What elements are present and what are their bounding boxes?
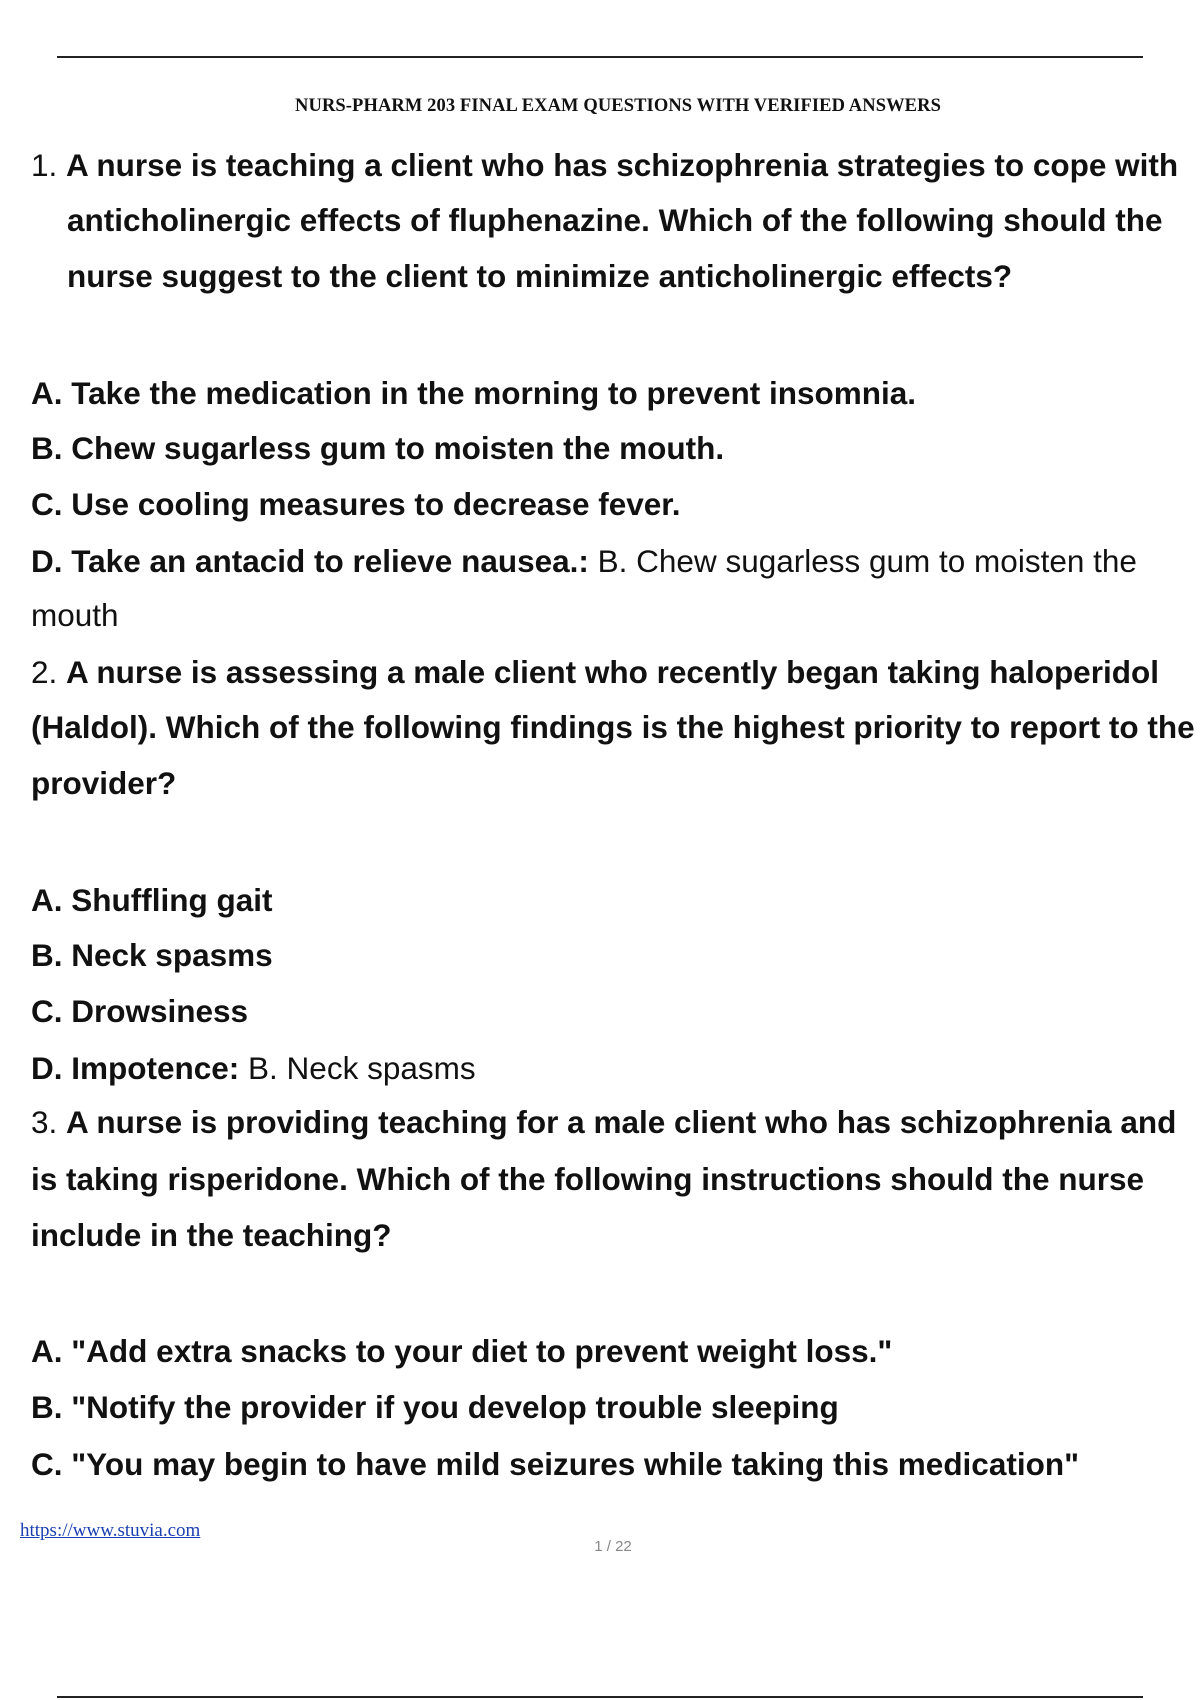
- question-3-line-2: is taking risperidone. Which of the following instructions should the nurse: [31, 1161, 1145, 1197]
- stuvia-link[interactable]: https://www.stuvia.com: [20, 1520, 201, 1541]
- document-title: NURS-PHARM 203 FINAL EXAM QUESTIONS WITH VERIFIED ANSWERS: [295, 96, 941, 116]
- answer-text: B. Chew sugarless gum to moisten the: [588, 543, 1137, 579]
- answer-text: B. Neck spasms: [239, 1050, 476, 1086]
- question-3-option-c: C. "You may begin to have mild seizures while taking this medication": [31, 1446, 1080, 1482]
- question-text: A nurse is teaching a client who has schizophrenia strategies to cope with: [66, 147, 1179, 183]
- question-3-option-b: B. "Notify the provider if you develop trouble sleeping: [31, 1389, 839, 1425]
- question-1-option-d: [31, 541, 1137, 581]
- question-1-line-1: [31, 145, 1178, 185]
- question-2-option-b: B. Neck spasms: [31, 937, 273, 973]
- question-number: 2.: [31, 654, 67, 690]
- question-1-line-2: anticholinergic effects of fluphenazine. Which of the following should the: [67, 202, 1163, 238]
- question-2-option-a: A. Shuffling gait: [31, 882, 273, 918]
- question-1-option-a: A. Take the medication in the morning to prevent insomnia.: [31, 375, 917, 411]
- question-2-option-c: C. Drowsiness: [31, 993, 249, 1029]
- question-3-line-1: [31, 1102, 1176, 1142]
- question-2-line-1: [31, 652, 1159, 692]
- question-text: A nurse is providing teaching for a male client who has schizophrenia and: [66, 1104, 1177, 1140]
- question-1-option-b: B. Chew sugarless gum to moisten the mouth.: [31, 430, 725, 466]
- question-1-option-c: C. Use cooling measures to decrease fever.: [31, 486, 681, 522]
- question-3-line-3: include in the teaching?: [31, 1217, 392, 1253]
- bottom-rule: [57, 1696, 1143, 1698]
- question-number: 3.: [31, 1104, 67, 1140]
- question-2-line-2: (Haldol). Which of the following findings is the highest priority to report to the: [31, 709, 1195, 745]
- question-text: A nurse is assessing a male client who recently began taking haloperidol: [66, 654, 1159, 690]
- question-2-option-d: [31, 1048, 476, 1088]
- page-number: 1 / 22: [594, 1538, 632, 1555]
- question-3-option-a: A. "Add extra snacks to your diet to prevent weight loss.": [31, 1333, 893, 1369]
- question-1-line-3: nurse suggest to the client to minimize anticholinergic effects?: [67, 258, 1013, 294]
- question-number: 1.: [31, 147, 67, 183]
- question-2-line-3: provider?: [31, 765, 177, 801]
- option-text: D. Impotence:: [31, 1050, 240, 1086]
- option-text: D. Take an antacid to relieve nausea.:: [31, 543, 589, 579]
- question-1-answer-continued: mouth: [31, 597, 119, 633]
